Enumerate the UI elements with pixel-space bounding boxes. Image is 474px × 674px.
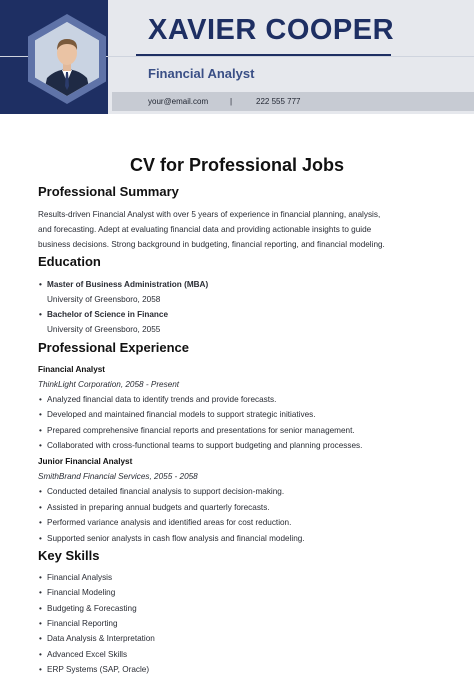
email-text: your@email.com [148, 97, 209, 106]
skill-item: • Budgeting & Forecasting [47, 604, 137, 613]
job-company: ThinkLight Corporation, 2058 - Present [38, 380, 180, 389]
job-bullet: • Performed variance analysis and identified areas for cost reduction. [47, 518, 291, 527]
job-role: Junior Financial Analyst [38, 457, 133, 466]
skill-item: • ERP Systems (SAP, Oracle) [47, 665, 149, 674]
contact-bar [112, 92, 474, 111]
job-company: SmithBrand Financial Services, 2055 - 2058 [38, 472, 198, 481]
summary-line: business decisions. Strong background in budgeting, financial reporting, and financial modeling. [38, 240, 385, 249]
job-bullet: • Assisted in preparing annual budgets and quarterly forecasts. [47, 503, 270, 512]
summary-line: and forecasting. Adept at evaluating financial data and providing actionable insights to guide [38, 225, 372, 234]
contact-separator: | [230, 97, 233, 106]
candidate-title: Financial Analyst [148, 66, 255, 81]
job-bullet: • Conducted detailed financial analysis to support decision-making. [47, 487, 284, 496]
skill-item: • Advanced Excel Skills [47, 650, 127, 659]
job-bullet: • Supported senior analysts in cash flow analysis and financial modeling. [47, 534, 305, 543]
job-bullet: • Collaborated with cross-functional teams to support budgeting and planning processes. [47, 441, 362, 450]
document-title: CV for Professional Jobs [129, 155, 345, 175]
experience-heading: Professional Experience [38, 340, 190, 355]
education-degree: • Bachelor of Science in Finance [47, 310, 168, 319]
skill-item: • Data Analysis & Interpretation [47, 634, 155, 643]
summary-heading: Professional Summary [38, 184, 179, 199]
candidate-name: XAVIER COOPER [148, 14, 395, 46]
education-degree: • Master of Business Administration (MBA) [47, 280, 208, 289]
job-bullet: • Analyzed financial data to identify trends and provide forecasts. [47, 395, 276, 404]
job-bullet: • Developed and maintained financial models to support strategic initiatives. [47, 410, 316, 419]
education-school: University of Greensboro, 2058 [47, 295, 161, 304]
summary-line: Results-driven Financial Analyst with over 5 years of experience in financial planning, analysis, [38, 210, 381, 219]
skill-item: • Financial Reporting [47, 619, 118, 628]
skill-item: • Financial Analysis [47, 573, 112, 582]
skills-heading: Key Skills [38, 548, 100, 563]
phone-text: 222 555 777 [256, 97, 301, 106]
job-role: Financial Analyst [38, 365, 106, 374]
education-heading: Education [38, 254, 101, 269]
job-bullet: • Prepared comprehensive financial reports and presentations for senior management. [47, 426, 355, 435]
education-school: University of Greensboro, 2055 [47, 325, 161, 334]
name-underline [136, 54, 391, 56]
skill-item: • Financial Modeling [47, 588, 115, 597]
